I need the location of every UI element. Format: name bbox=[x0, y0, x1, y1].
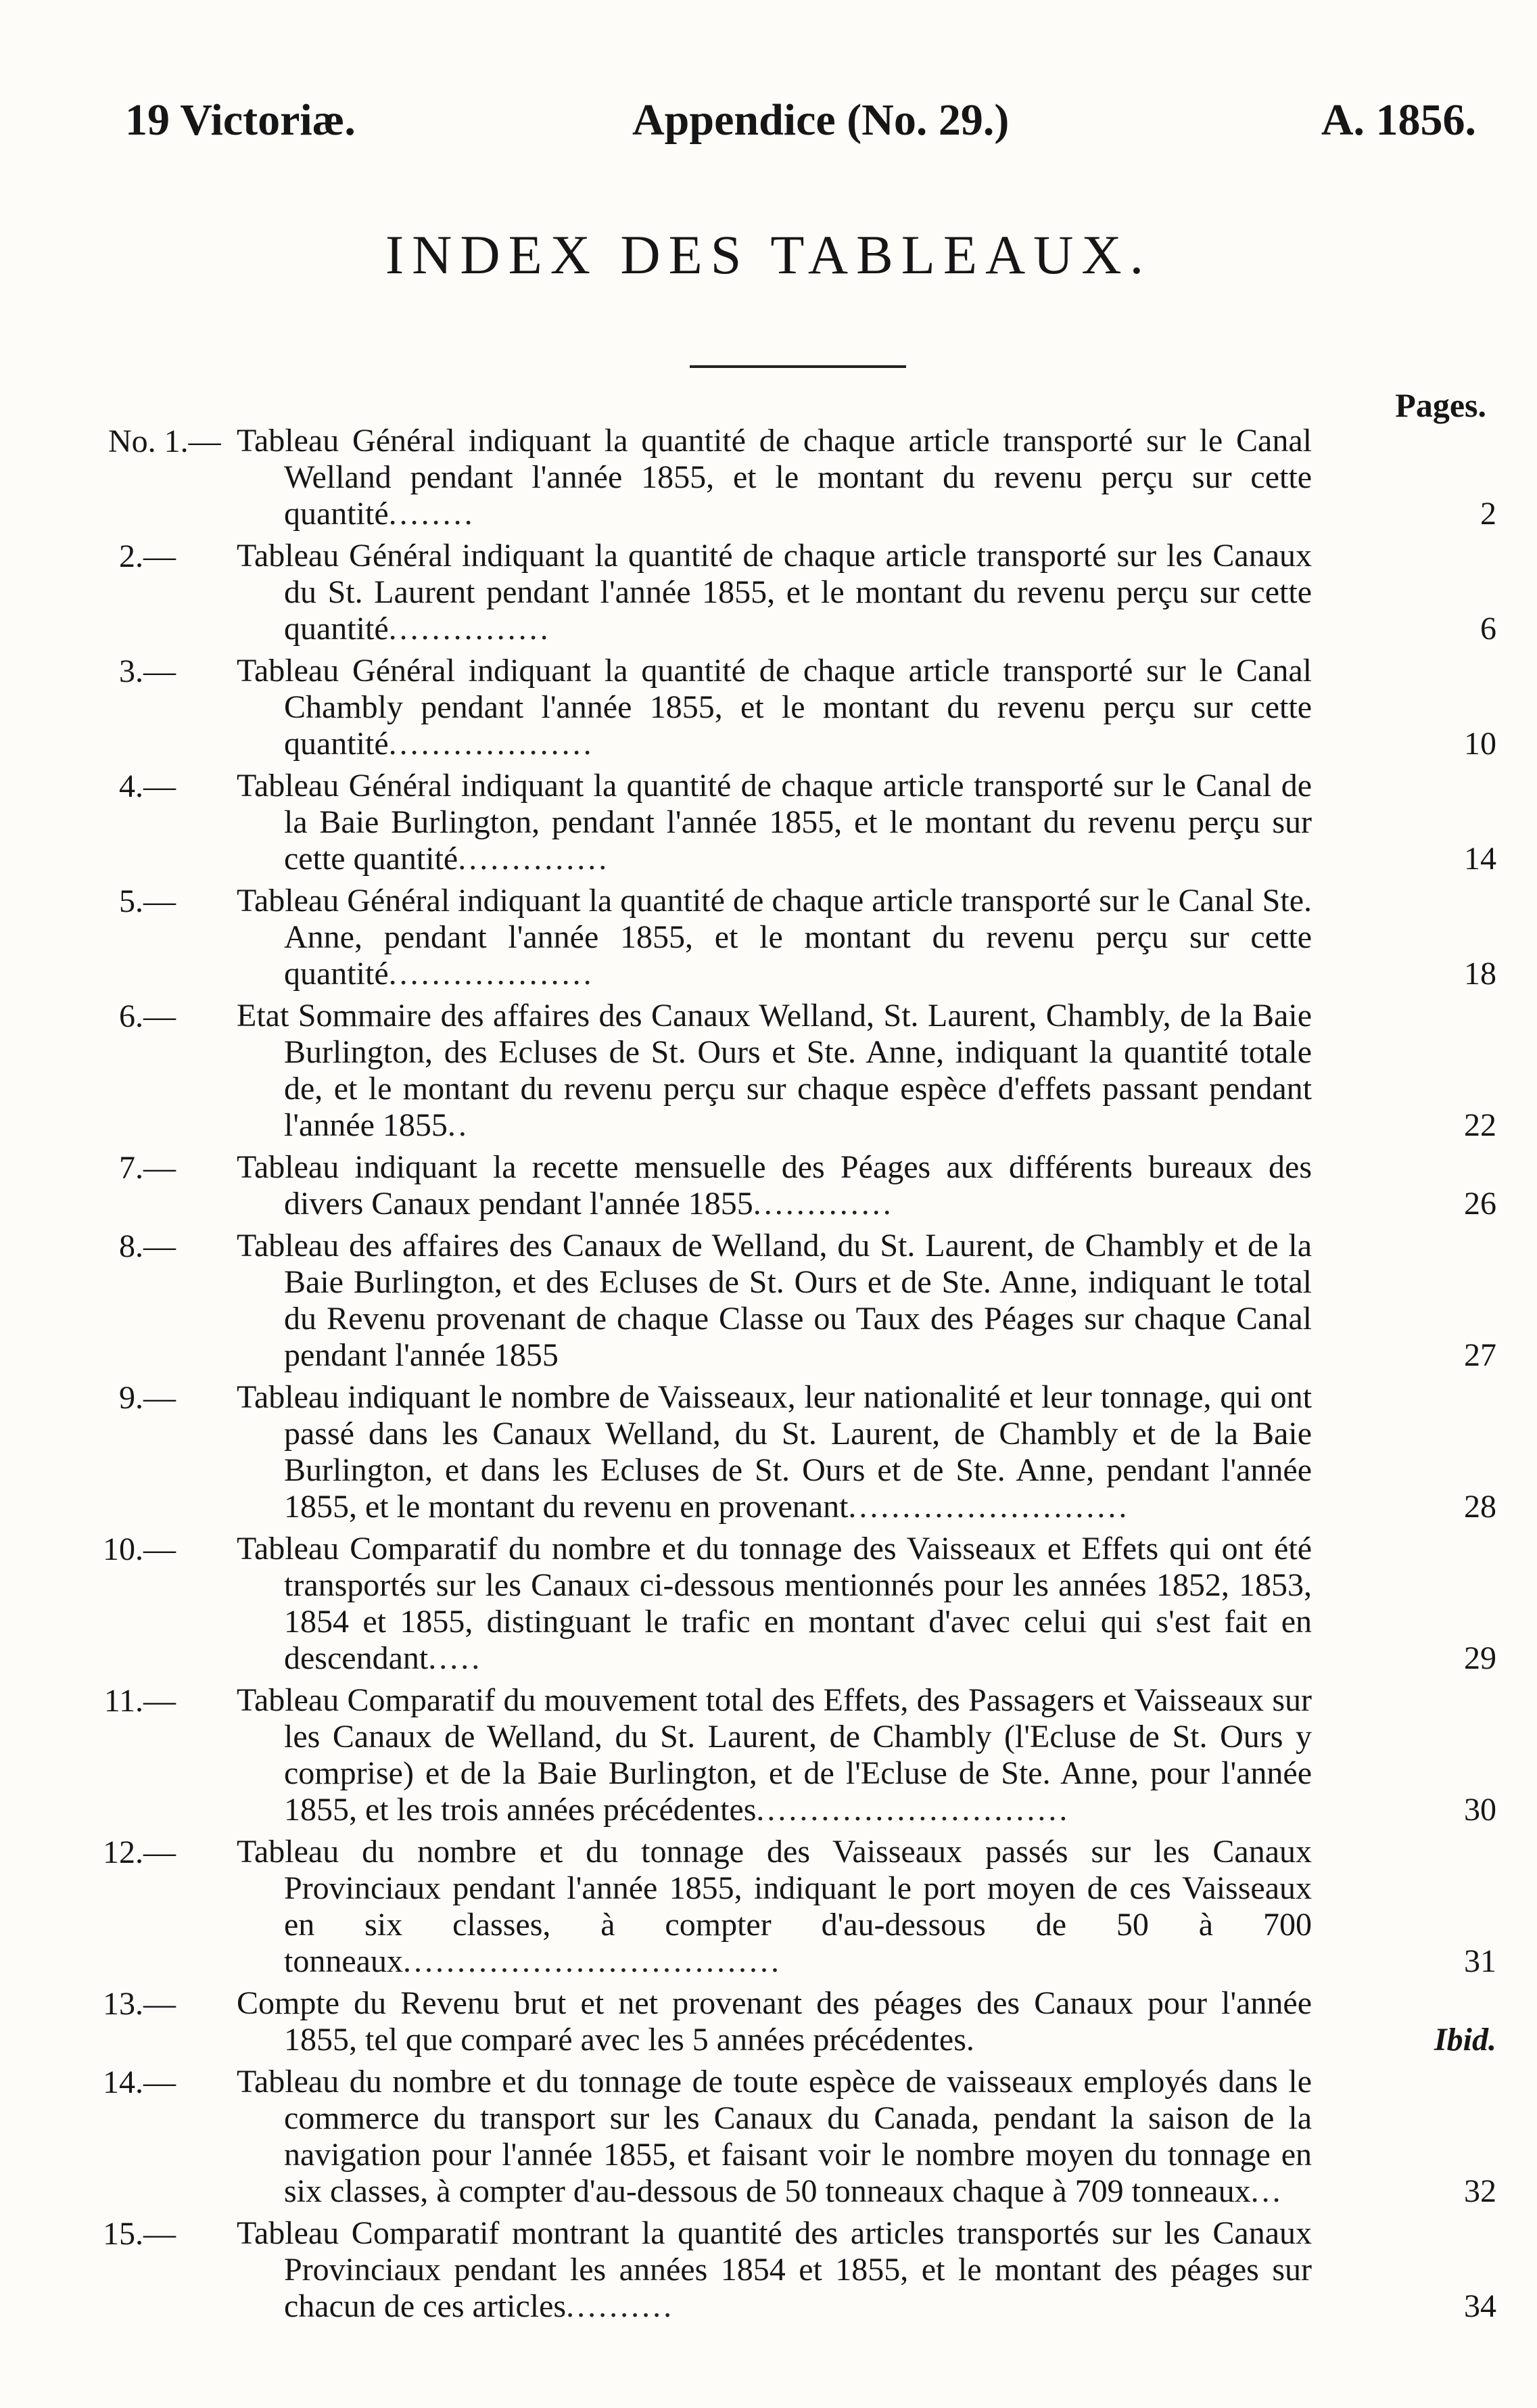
leader-dots: .......... bbox=[566, 2288, 675, 2324]
leader-dots: ..... bbox=[428, 1640, 483, 1676]
entry-number: 11.— bbox=[103, 1683, 176, 1719]
index-entry bbox=[0, 883, 1537, 992]
entry-text: Tableau indiquant le nombre de Vaisseaux, leur nationalité et leur tonnage, qui ont passé dans les Canaux Welland, du St. Laurent, de Chambly et de la Baie Burlington, et dans les Ecluses de St. Ours et de Ste. Anne, pendant l'année 1855, et le montant du revenu en provenant.......................... bbox=[237, 1379, 1312, 1525]
index-entry bbox=[0, 423, 1537, 532]
leader-dots: ................... bbox=[388, 726, 594, 762]
entry-page: 29 bbox=[1464, 1640, 1496, 1676]
leader-dots: .......................... bbox=[848, 1489, 1130, 1525]
title-rule bbox=[690, 365, 906, 368]
entry-page: 18 bbox=[1464, 956, 1496, 992]
pages-column-label: Pages. bbox=[1395, 386, 1486, 424]
index-entry bbox=[0, 1379, 1537, 1525]
entry-text: Tableau des affaires des Canaux de Welland, du St. Laurent, de Chambly et de la Baie Burlington, et des Ecluses de St. Ours et de Ste. Anne, indiquant le total du Revenu provenant de chaque Classe ou Taux des Péages sur chaque Canal pendant l'année 1855 bbox=[237, 1228, 1312, 1373]
entry-text: Tableau Comparatif du nombre et du tonnage des Vaisseaux et Effets qui ont été transportés sur les Canaux ci-dessous mentionnés pour les années 1852, 1853, 1854 et 1855, distinguant le trafic en montant d'avec celui qui s'est fait en descendant..... bbox=[237, 1531, 1312, 1676]
entry-text: Etat Sommaire des affaires des Canaux Welland, St. Laurent, Chambly, de la Baie Burlington, des Ecluses de St. Ours et Ste. Anne, indiquant la quantité totale de, et le montant du revenu perçu sur chaque espèce d'effets passant pendant l'année 1855.. bbox=[237, 998, 1312, 1143]
entry-number: 2.— bbox=[119, 538, 176, 574]
entry-text: Tableau Général indiquant la quantité de chaque article transporté sur le Canal Welland pendant l'année 1855, et le montant du revenu perçu sur cette quantité........ bbox=[237, 423, 1312, 532]
page-title: INDEX DES TABLEAUX. bbox=[385, 224, 1152, 285]
entry-page: 34 bbox=[1464, 2288, 1496, 2324]
index-entry bbox=[0, 998, 1537, 1144]
index-entry bbox=[0, 1228, 1537, 1374]
leader-dots: ............................. bbox=[756, 1792, 1070, 1828]
entry-text: Tableau Comparatif montrant la quantité des articles transportés sur les Canaux Provinciaux pendant les années 1854 et 1855, et le montant des péages sur chacun de ces articles.......... bbox=[237, 2215, 1312, 2324]
entry-number: 14.— bbox=[103, 2064, 176, 2100]
entry-number: 13.— bbox=[103, 1986, 176, 2022]
leader-dots: ........ bbox=[388, 496, 475, 532]
index-entry bbox=[0, 2215, 1537, 2325]
header-year: A. 1856. bbox=[1321, 95, 1476, 145]
header-appendix: Appendice (No. 29.) bbox=[632, 95, 1010, 145]
entry-text: Tableau Général indiquant la quantité de chaque article transporté sur le Canal Chambly pendant l'année 1855, et le montant du revenu perçu sur cette quantité................... bbox=[237, 653, 1312, 762]
running-header bbox=[125, 95, 1476, 149]
entry-number: 9.— bbox=[119, 1380, 176, 1416]
entry-page: 22 bbox=[1464, 1107, 1496, 1143]
entry-number: 3.— bbox=[119, 653, 176, 689]
entry-text: Tableau Général indiquant la quantité de chaque article transporté sur le Canal de la Baie Burlington, pendant l'année 1855, et le montant du revenu perçu sur cette quantité.............. bbox=[237, 768, 1312, 877]
leader-dots: .............. bbox=[458, 841, 610, 877]
index-entry bbox=[0, 2064, 1537, 2210]
index-list bbox=[0, 423, 1537, 2330]
entry-number: No. 1.— bbox=[108, 423, 221, 459]
entry-text: Tableau Général indiquant la quantité de chaque article transporté sur le Canal Ste. Anne, pendant l'année 1855, et le montant du revenu perçu sur cette quantité................... bbox=[237, 883, 1312, 992]
index-entry bbox=[0, 1149, 1537, 1222]
entry-page: 10 bbox=[1464, 726, 1496, 762]
entry-number: 12.— bbox=[103, 1834, 176, 1870]
index-entry bbox=[0, 1682, 1537, 1828]
leader-dots: ................... bbox=[388, 956, 594, 992]
leader-dots: ................................... bbox=[402, 1943, 782, 1979]
entry-page: 31 bbox=[1464, 1943, 1496, 1979]
index-entry bbox=[0, 1531, 1537, 1677]
entry-number: 4.— bbox=[119, 768, 176, 804]
entry-page: Ibid. bbox=[1434, 2022, 1496, 2058]
entry-page: 30 bbox=[1464, 1792, 1496, 1828]
entry-page: 27 bbox=[1464, 1337, 1496, 1373]
entry-page: 14 bbox=[1464, 841, 1496, 877]
entry-number: 7.— bbox=[119, 1150, 176, 1186]
index-entry bbox=[0, 538, 1537, 647]
entry-text: Compte du Revenu brut et net provenant des péages des Canaux pour l'année 1855, tel que comparé avec les 5 années précédentes. bbox=[237, 1985, 1312, 2058]
entry-page: 6 bbox=[1480, 611, 1496, 647]
entry-page: 2 bbox=[1480, 496, 1496, 532]
index-entry bbox=[0, 1834, 1537, 1980]
entry-number: 8.— bbox=[119, 1228, 176, 1264]
leader-dots: ... bbox=[1250, 2173, 1283, 2209]
entry-page: 26 bbox=[1464, 1186, 1496, 1222]
leader-dots: ............... bbox=[388, 611, 551, 647]
index-entry bbox=[0, 768, 1537, 877]
index-entry bbox=[0, 1985, 1537, 2058]
entry-text: Tableau du nombre et du tonnage de toute espèce de vaisseaux employés dans le commerce du transport sur les Canaux du Canada, pendant la saison de la navigation pour l'année 1855, et faisant voir le nombre moyen du tonnage en six classes, à compter d'au-dessous de 50 tonneaux chaque à 709 tonneaux... bbox=[237, 2064, 1312, 2209]
entry-page: 28 bbox=[1464, 1489, 1496, 1525]
entry-number: 10.— bbox=[103, 1531, 176, 1567]
entry-number: 5.— bbox=[119, 883, 176, 919]
entry-text: Tableau Comparatif du mouvement total des Effets, des Passagers et Vaisseaux sur les Canaux de Welland, du St. Laurent, de Chambly (l'Ecluse de St. Ours y comprise) et de la Baie Burlington, et de l'Ecluse de Ste. Anne, pour l'année 1855, et les trois années précédentes............................. bbox=[237, 1682, 1312, 1828]
entry-text: Tableau Général indiquant la quantité de chaque article transporté sur les Canaux du St. Laurent pendant l'année 1855, et le montant du revenu perçu sur cette quantité............... bbox=[237, 538, 1312, 647]
entry-number: 6.— bbox=[119, 998, 176, 1034]
entry-text: Tableau indiquant la recette mensuelle des Péages aux différents bureaux des divers Canaux pendant l'année 1855............. bbox=[237, 1149, 1312, 1222]
entry-text: Tableau du nombre et du tonnage des Vaisseaux passés sur les Canaux Provinciaux pendant l'année 1855, indiquant le port moyen de ces Vaisseaux en six classes, à compter d'au-dessous de 50 à 700 tonneaux................................... bbox=[237, 1834, 1312, 1979]
leader-dots: .. bbox=[447, 1107, 469, 1143]
entry-number: 15.— bbox=[103, 2216, 176, 2252]
leader-dots: ............. bbox=[753, 1186, 894, 1222]
index-entry bbox=[0, 653, 1537, 762]
header-session: 19 Victoriæ. bbox=[125, 95, 356, 145]
entry-page: 32 bbox=[1464, 2173, 1496, 2209]
